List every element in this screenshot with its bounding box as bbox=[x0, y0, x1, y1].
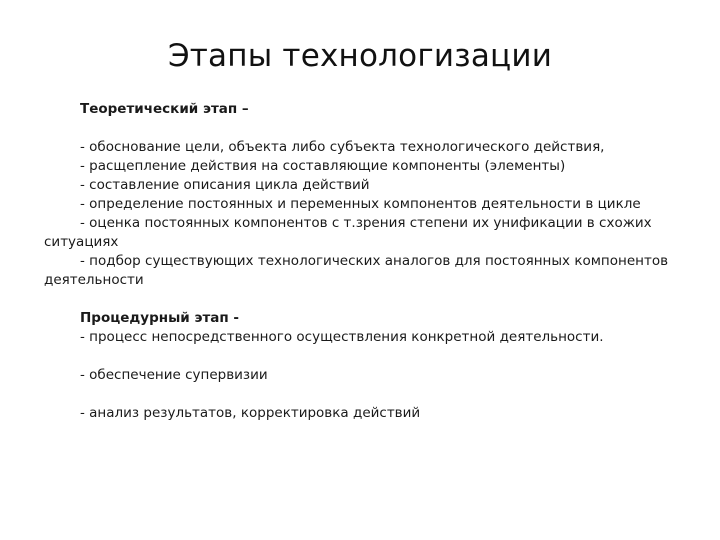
theoretical-stage-heading: Теоретический этап – bbox=[80, 101, 249, 117]
theoretical-item: - обоснование цели, объекта либо субъекта технологического действия, bbox=[80, 139, 605, 155]
spacer bbox=[44, 385, 684, 404]
spacer bbox=[44, 347, 684, 366]
procedural-item: - процесс непосредственного осуществления конкретной деятельности. bbox=[80, 329, 604, 345]
procedural-item: - обеспечение супервизии bbox=[80, 367, 268, 383]
procedural-stage-heading: Процедурный этап - bbox=[80, 310, 240, 326]
procedural-item: - анализ результатов, корректировка действий bbox=[80, 405, 421, 421]
theoretical-item: - подбор существующих технологических аналогов для постоянных компонентов деятельности bbox=[44, 253, 669, 288]
theoretical-item: - расщепление действия на составляющие компоненты (элементы) bbox=[80, 158, 566, 174]
theoretical-item: - оценка постоянных компонентов с т.зрения степени их унификации в схожих ситуациях bbox=[44, 215, 652, 250]
spacer bbox=[44, 119, 684, 138]
slide-title: Этапы технологизации bbox=[167, 38, 553, 74]
theoretical-item: - составление описания цикла действий bbox=[80, 177, 370, 193]
slide-body bbox=[44, 100, 684, 423]
spacer bbox=[44, 290, 684, 309]
theoretical-item: - определение постоянных и переменных компонентов деятельности в цикле bbox=[80, 196, 641, 212]
